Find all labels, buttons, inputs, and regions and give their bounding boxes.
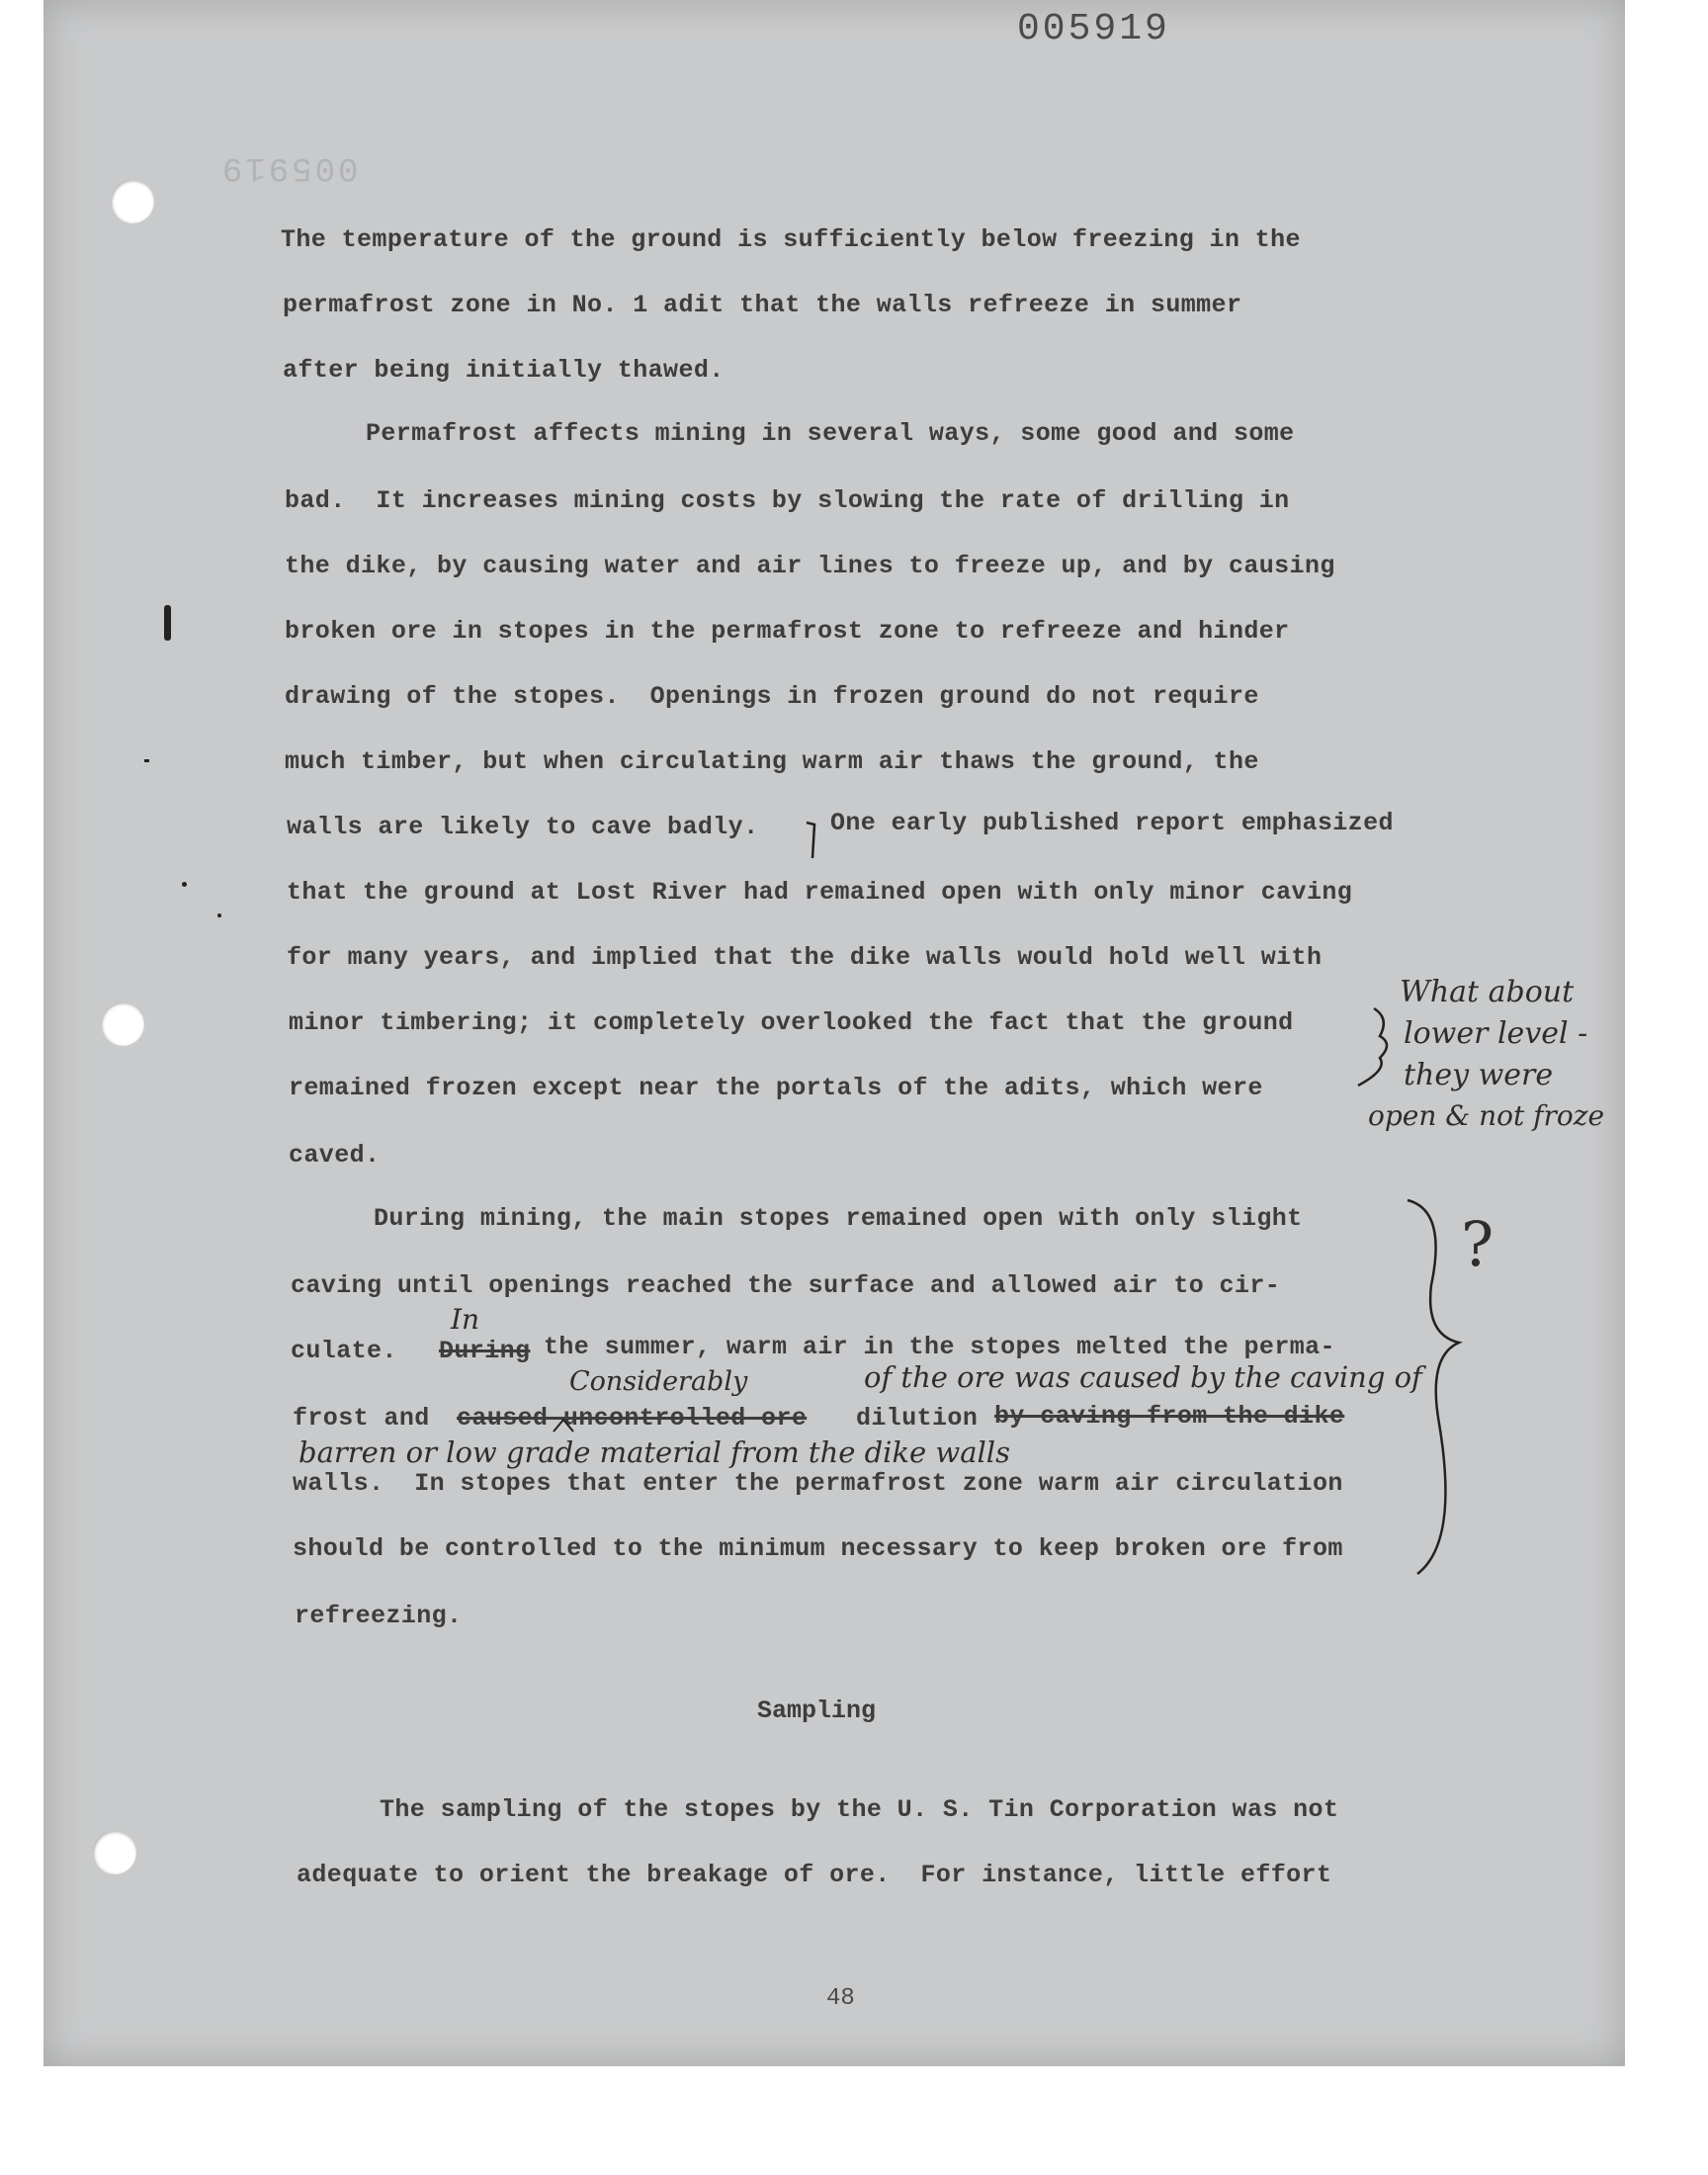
text-line: that the ground at Lost River had remained open with only minor caving xyxy=(287,878,1353,907)
text-line: the summer, warm air in the stopes melted the perma- xyxy=(544,1333,1335,1361)
text-line: for many years, and implied that the dike walls would hold well with xyxy=(287,943,1323,972)
document-page xyxy=(43,0,1625,2066)
text-line: caving until openings reached the surface and allowed air to cir- xyxy=(291,1271,1281,1300)
scan-speck xyxy=(182,882,187,887)
handwritten-insert: In xyxy=(451,1303,480,1336)
handwritten-insert: Considerably xyxy=(569,1366,748,1397)
document-stamp: 005919 xyxy=(1017,8,1170,50)
text-line: permafrost zone in No. 1 adit that the walls refreeze in summer xyxy=(283,291,1242,319)
text-line: caved. xyxy=(289,1141,381,1170)
text-line: the dike, by causing water and air lines to freeze up, and by causing xyxy=(285,552,1335,580)
struck-text: During xyxy=(439,1337,531,1365)
text-line: remained frozen except near the portals of the adits, which were xyxy=(289,1074,1263,1102)
scan-speck xyxy=(164,605,171,641)
bleed-through-stamp: 005919 xyxy=(219,148,359,186)
handwritten-marks xyxy=(43,0,1625,2066)
text-line: adequate to orient the breakage of ore. For instance, little effort xyxy=(297,1861,1332,1889)
text-line: should be controlled to the minimum necessary to keep broken ore from xyxy=(293,1534,1343,1563)
scan-speck xyxy=(144,759,149,762)
text-line: broken ore in stopes in the permafrost zone to refreeze and hinder xyxy=(285,617,1290,646)
struck-text: by caving from the dike xyxy=(994,1402,1345,1431)
text-line: refreezing. xyxy=(295,1602,463,1630)
handwritten-question-mark: ? xyxy=(1461,1208,1494,1280)
handwritten-margin-note: they were xyxy=(1404,1058,1554,1092)
text-line: dilution xyxy=(856,1404,979,1433)
handwritten-insert: of the ore was caused by the caving of xyxy=(864,1360,1422,1394)
text-line: bad. It increases mining costs by slowing the rate of drilling in xyxy=(285,486,1290,515)
text-line: The sampling of the stopes by the U. S. Tin Corporation was not xyxy=(380,1795,1339,1824)
handwritten-margin-note: What about xyxy=(1400,975,1575,1009)
handwritten-insert: barren or low grade material from the dike walls xyxy=(299,1436,1010,1469)
section-heading: Sampling xyxy=(757,1696,877,1725)
page-number: 48 xyxy=(826,1985,855,2012)
text-line: frost and xyxy=(293,1404,430,1433)
text-line: culate. xyxy=(291,1337,397,1365)
text-line: The temperature of the ground is sufficiently below freezing in the xyxy=(281,225,1301,254)
text-line: minor timbering; it completely overlooked the fact that the ground xyxy=(289,1008,1294,1037)
struck-text: caused uncontrolled ore xyxy=(457,1404,808,1433)
scan-speck xyxy=(217,914,221,917)
text-line: walls are likely to cave badly. xyxy=(287,813,759,841)
text-line: walls. In stopes that enter the permafrost zone warm air circulation xyxy=(293,1469,1343,1498)
text-line: drawing of the stopes. Openings in frozen ground do not require xyxy=(285,682,1259,711)
text-line: During mining, the main stopes remained open with only slight xyxy=(374,1204,1303,1233)
handwritten-margin-note: open & not froze xyxy=(1368,1099,1605,1132)
text-line: One early published report emphasized xyxy=(830,809,1394,837)
handwritten-margin-note: lower level - xyxy=(1404,1016,1588,1051)
text-line: Permafrost affects mining in several ways, some good and some xyxy=(366,419,1295,448)
text-line: much timber, but when circulating warm air thaws the ground, the xyxy=(285,747,1259,776)
text-line: after being initially thawed. xyxy=(283,356,725,385)
